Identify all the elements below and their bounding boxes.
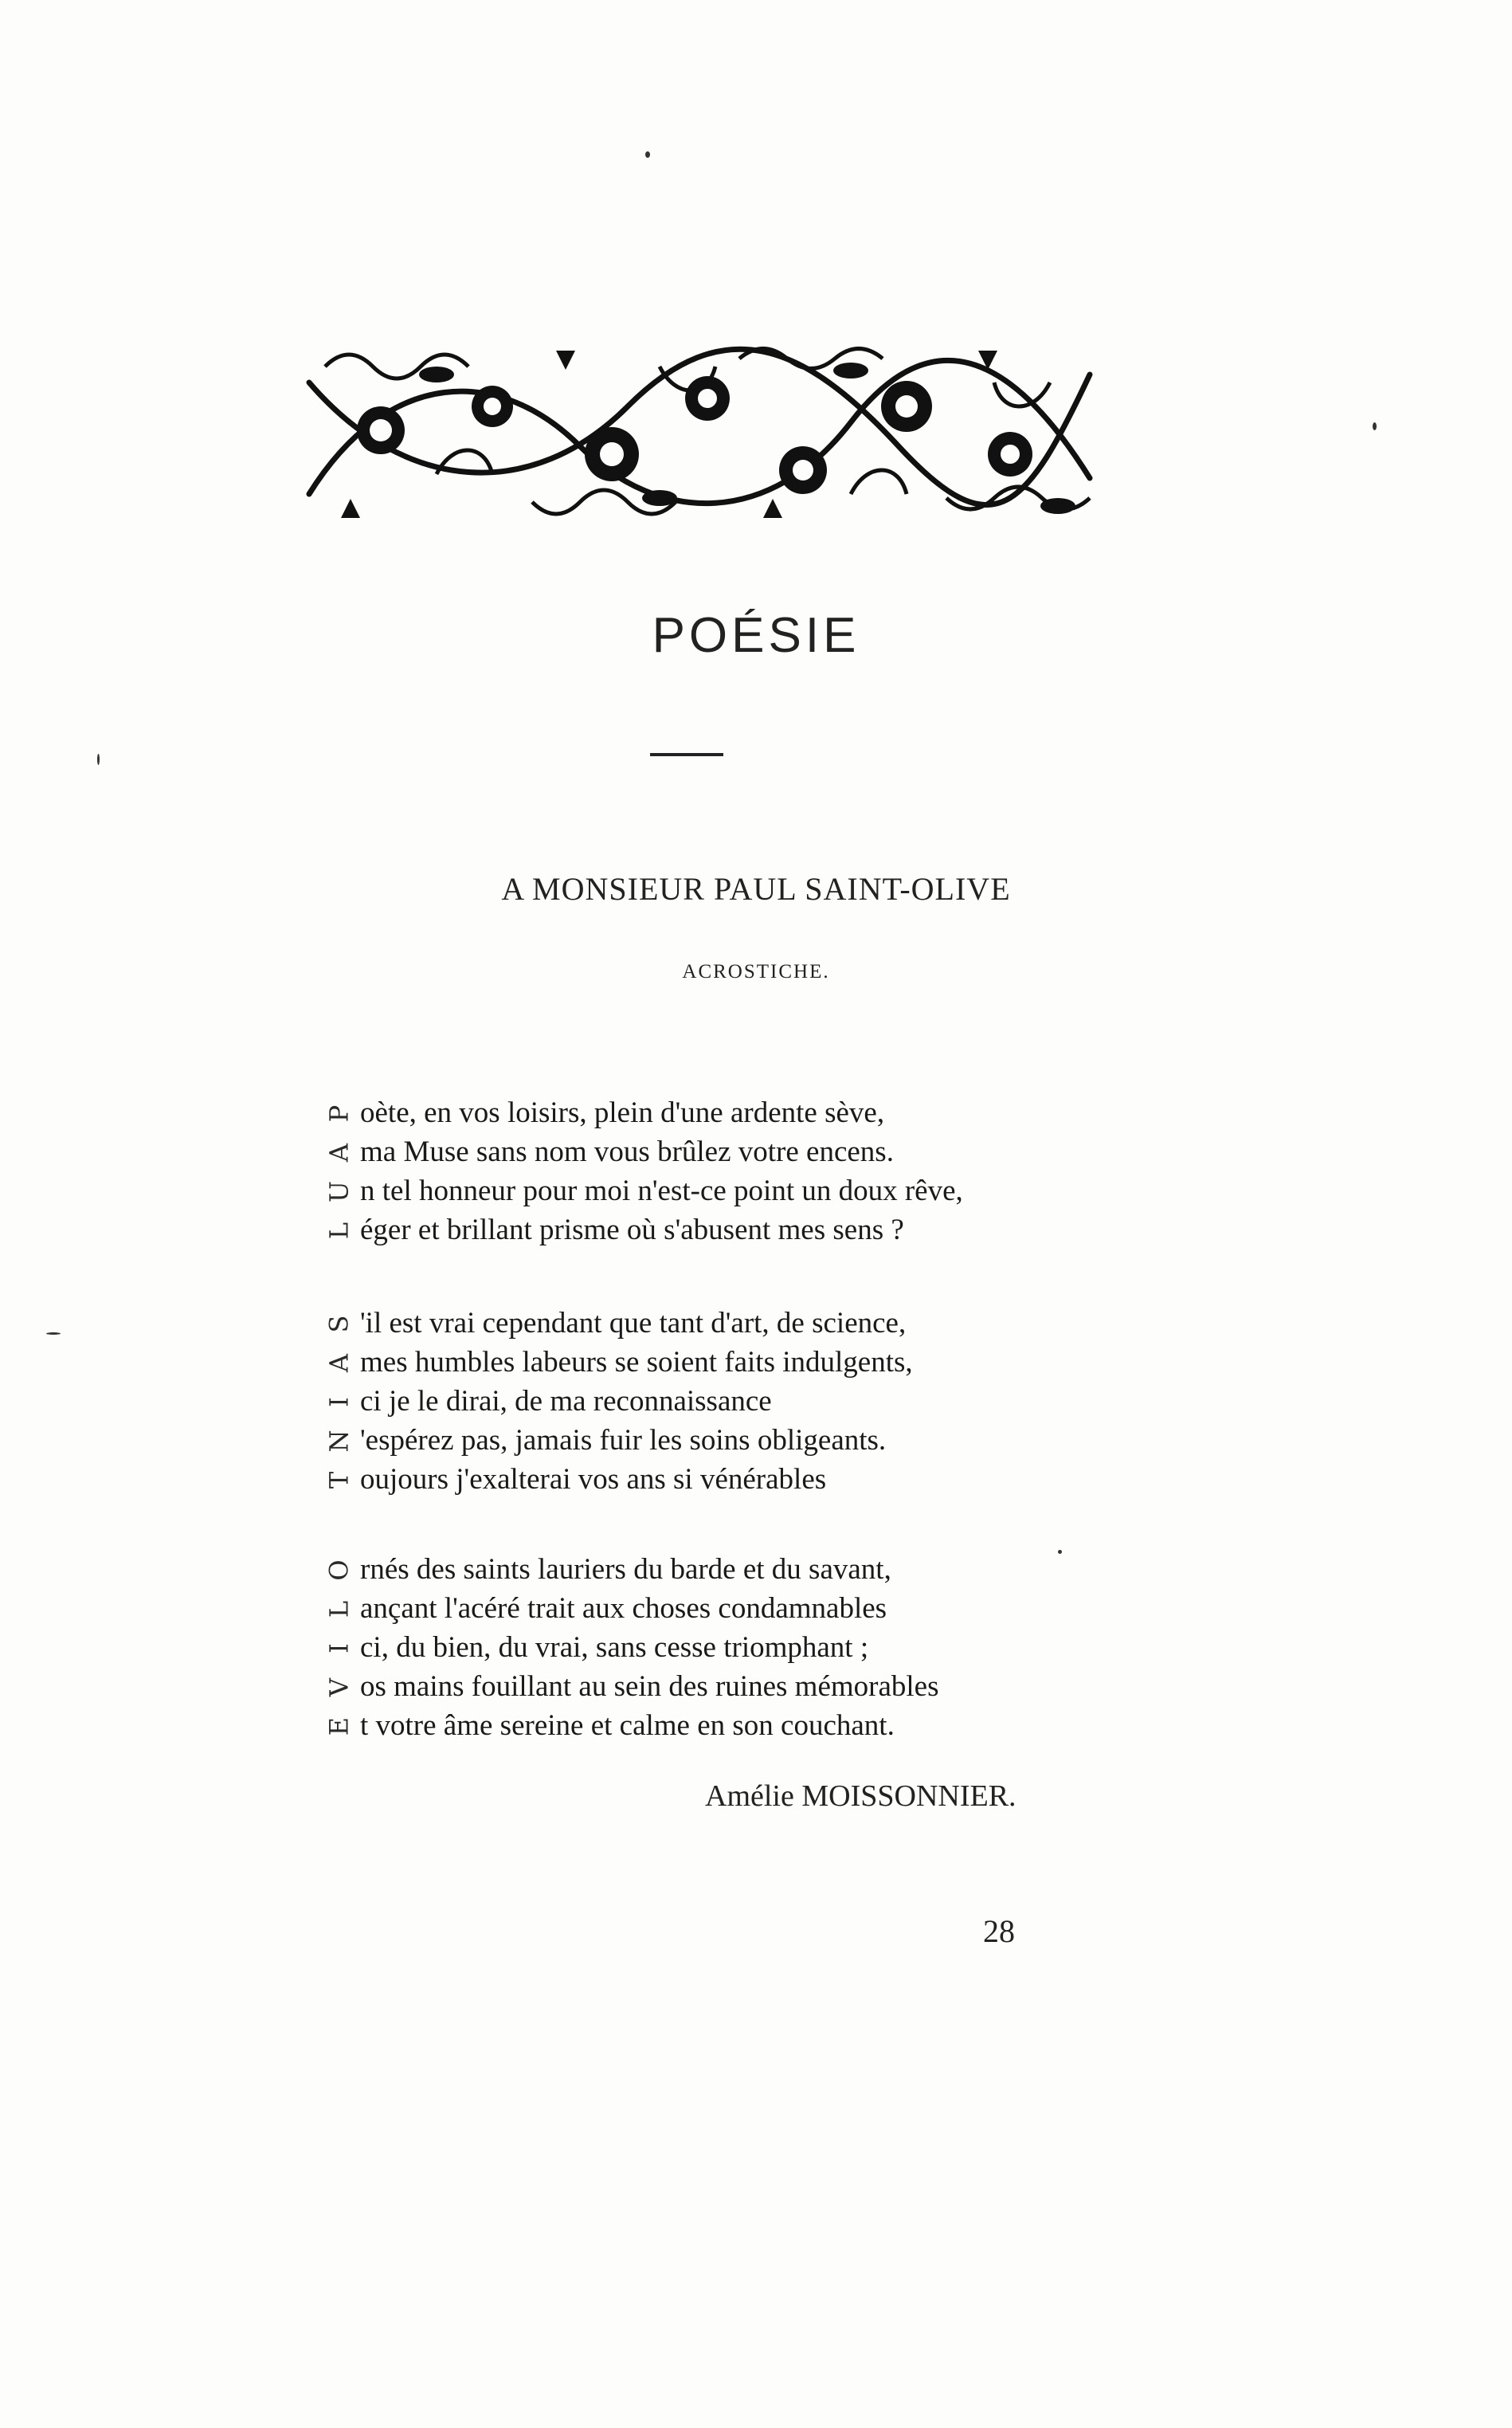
- verse-text: n tel honneur pour moi n'est-ce point un doux rêve,: [360, 1175, 963, 1207]
- verse-text: ci je le dirai, de ma reconnaissance: [360, 1385, 772, 1418]
- stanza: [319, 1093, 963, 1249]
- verse-line: [319, 1343, 913, 1382]
- stanza: [319, 1550, 939, 1745]
- verse-text: 'espérez pas, jamais fuir les soins obligeants.: [360, 1424, 887, 1457]
- stanza: [319, 1304, 913, 1499]
- acrostic-initial: S: [323, 1315, 354, 1333]
- acrostic-initial: E: [323, 1716, 354, 1736]
- acrostic-initial: A: [323, 1353, 354, 1373]
- scan-speck: [1058, 1550, 1062, 1554]
- author-signature: Amélie MOISSONNIER.: [705, 1779, 1016, 1813]
- verse-line: [319, 1132, 963, 1171]
- acrostic-initial: L: [323, 1600, 354, 1618]
- verse-line: [319, 1706, 939, 1745]
- verse-line: [319, 1667, 939, 1706]
- page-number: 28: [983, 1913, 1015, 1949]
- acrostic-initial: I: [323, 1397, 354, 1407]
- verse-line: [319, 1589, 939, 1628]
- verse-text: 'il est vrai cependant que tant d'art, de science,: [360, 1307, 907, 1340]
- verse-line: [319, 1382, 913, 1421]
- verse-line: [319, 1210, 963, 1249]
- acrostic-initial: V: [323, 1677, 354, 1697]
- title-rule: [650, 753, 723, 756]
- verse-text: ci, du bien, du vrai, sans cesse triomphant ;: [360, 1631, 869, 1664]
- scan-speck: [46, 1332, 61, 1335]
- acrostic-initial: N: [323, 1430, 354, 1453]
- verse-text: oujours j'exalterai vos ans si vénérables: [360, 1463, 827, 1496]
- verse-text: ma Muse sans nom vous brûlez votre encens.: [360, 1136, 894, 1168]
- verse-text: mes humbles labeurs se soient faits indulgents,: [360, 1346, 913, 1379]
- acrostic-initial: A: [323, 1143, 354, 1163]
- verse-text: rnés des saints lauriers du barde et du savant,: [360, 1553, 891, 1586]
- dedication-heading: A MONSIEUR PAUL SAINT-OLIVE: [501, 871, 1011, 907]
- verse-line: [319, 1550, 939, 1589]
- section-title: POÉSIE: [652, 608, 860, 663]
- scan-speck: [1373, 422, 1377, 430]
- verse-line: [319, 1421, 913, 1460]
- scan-speck: [645, 151, 650, 158]
- scan-speck: [97, 754, 100, 765]
- acrostic-initial: U: [323, 1181, 354, 1202]
- acrostic-initial: T: [323, 1471, 354, 1489]
- verse-line: [319, 1460, 913, 1499]
- verse-text: t votre âme sereine et calme en son couchant.: [360, 1709, 895, 1742]
- verse-text: éger et brillant prisme où s'abusent mes sens ?: [360, 1214, 904, 1246]
- acrostic-initial: P: [323, 1104, 354, 1123]
- verse-line: [319, 1304, 913, 1343]
- verse-text: oète, en vos loisirs, plein d'une ardente sève,: [360, 1096, 885, 1129]
- ornamental-headpiece: [293, 335, 1101, 524]
- acrostic-initial: I: [323, 1643, 354, 1653]
- poem-form-label: ACROSTICHE.: [682, 961, 830, 983]
- verse-line: [319, 1093, 963, 1132]
- verse-line: [319, 1628, 939, 1667]
- verse-text: os mains fouillant au sein des ruines mémorables: [360, 1670, 939, 1703]
- acrostic-initial: L: [323, 1222, 354, 1240]
- acrostic-initial: O: [323, 1559, 354, 1581]
- verse-line: [319, 1171, 963, 1210]
- verse-text: ançant l'acéré trait aux choses condamnables: [360, 1592, 887, 1625]
